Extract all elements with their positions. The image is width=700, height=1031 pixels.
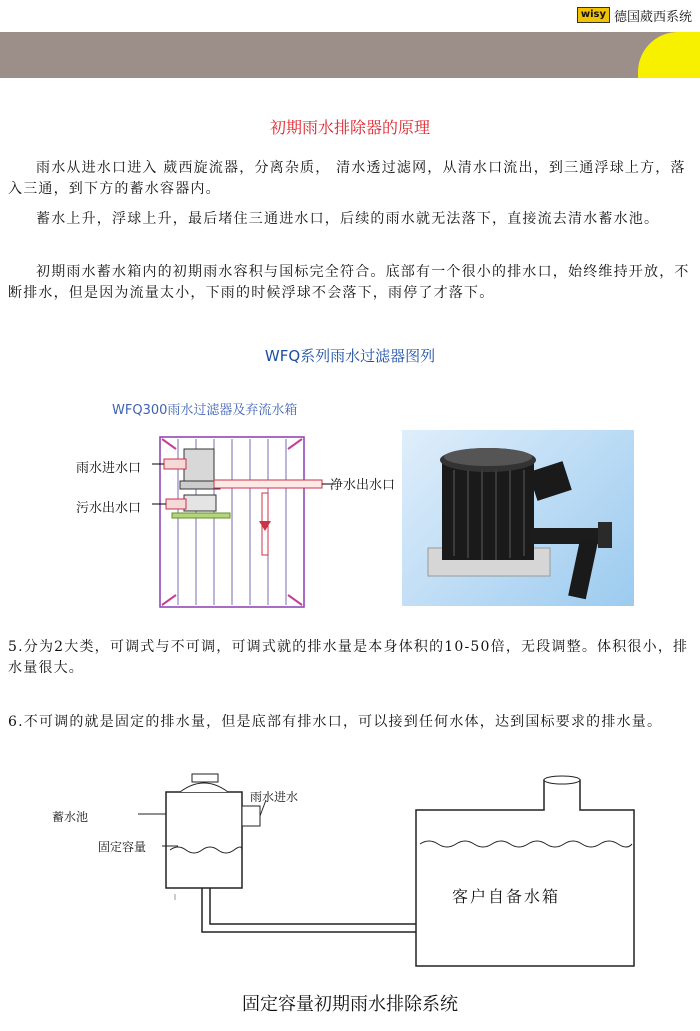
brand-name: 德国葳西系统 [613,9,692,25]
page-title: 初期雨水排除器的原理 [269,118,430,137]
header-banner [0,32,700,78]
paragraph-3: 初期雨水蓄水箱内的初期雨水容积与国标完全符合。底部有一个很小的排水口，始终维持开放，不断排水，但是因为流量太小，下雨的时候浮球不会落下，雨停了才落下。 [8,264,690,301]
system-diagram [20,770,680,985]
sewage-label: 污水出水口 [76,501,142,516]
connecting-pipe [210,888,420,924]
fixed-volume-label: 固定容量 [98,840,147,854]
point-6: 6.不可调的就是固定的排水量，但是底部有排水口，可以接到任何水体，达到国标要求的排水量。 [8,714,663,730]
float-marker [259,521,271,531]
inlet-label: 雨水进水口 [76,461,142,476]
filter-diagram [60,425,400,615]
rain-inlet-label: 雨水进水 [250,790,299,804]
storage-label: 蓄水池 [52,810,89,824]
inlet-pipe [164,459,186,469]
product-photo [402,430,634,606]
storage-tank [166,792,242,888]
clean-label: 净水出水口 [330,478,396,493]
paragraph-1: 雨水从进水口进入 葳西旋流器，分离杂质， 清水透过滤网，从清水口流出，到三通浮球上方，落入三通，到下方的蓄水容器内。 [8,160,686,197]
paragraph-2: 蓄水上升，浮球上升，最后堵住三通进水口，后续的雨水就无法落下，直接流去清水蓄水池。 [36,211,660,227]
system-caption: 固定容量初期雨水排除系统 [242,994,458,1015]
brand [577,6,692,24]
filter-body [184,449,214,483]
customer-tank [416,780,634,966]
customer-tank-label: 客户自备水箱 [452,887,561,906]
sewage-pipe [166,499,186,509]
wisy-logo: wisy [577,7,610,23]
clean-pipe [214,480,322,488]
diagram-title: WFQ300雨水过滤器及弃流水箱 [112,403,298,418]
filter-render [402,430,634,606]
section-subtitle: WFQ系列雨水过滤器图列 [264,347,436,365]
point-5: 5.分为2大类，可调式与不可调，可调式就的排水量是本身体积的10-50倍，无段调整。体积很小，排水量很大。 [8,639,689,676]
